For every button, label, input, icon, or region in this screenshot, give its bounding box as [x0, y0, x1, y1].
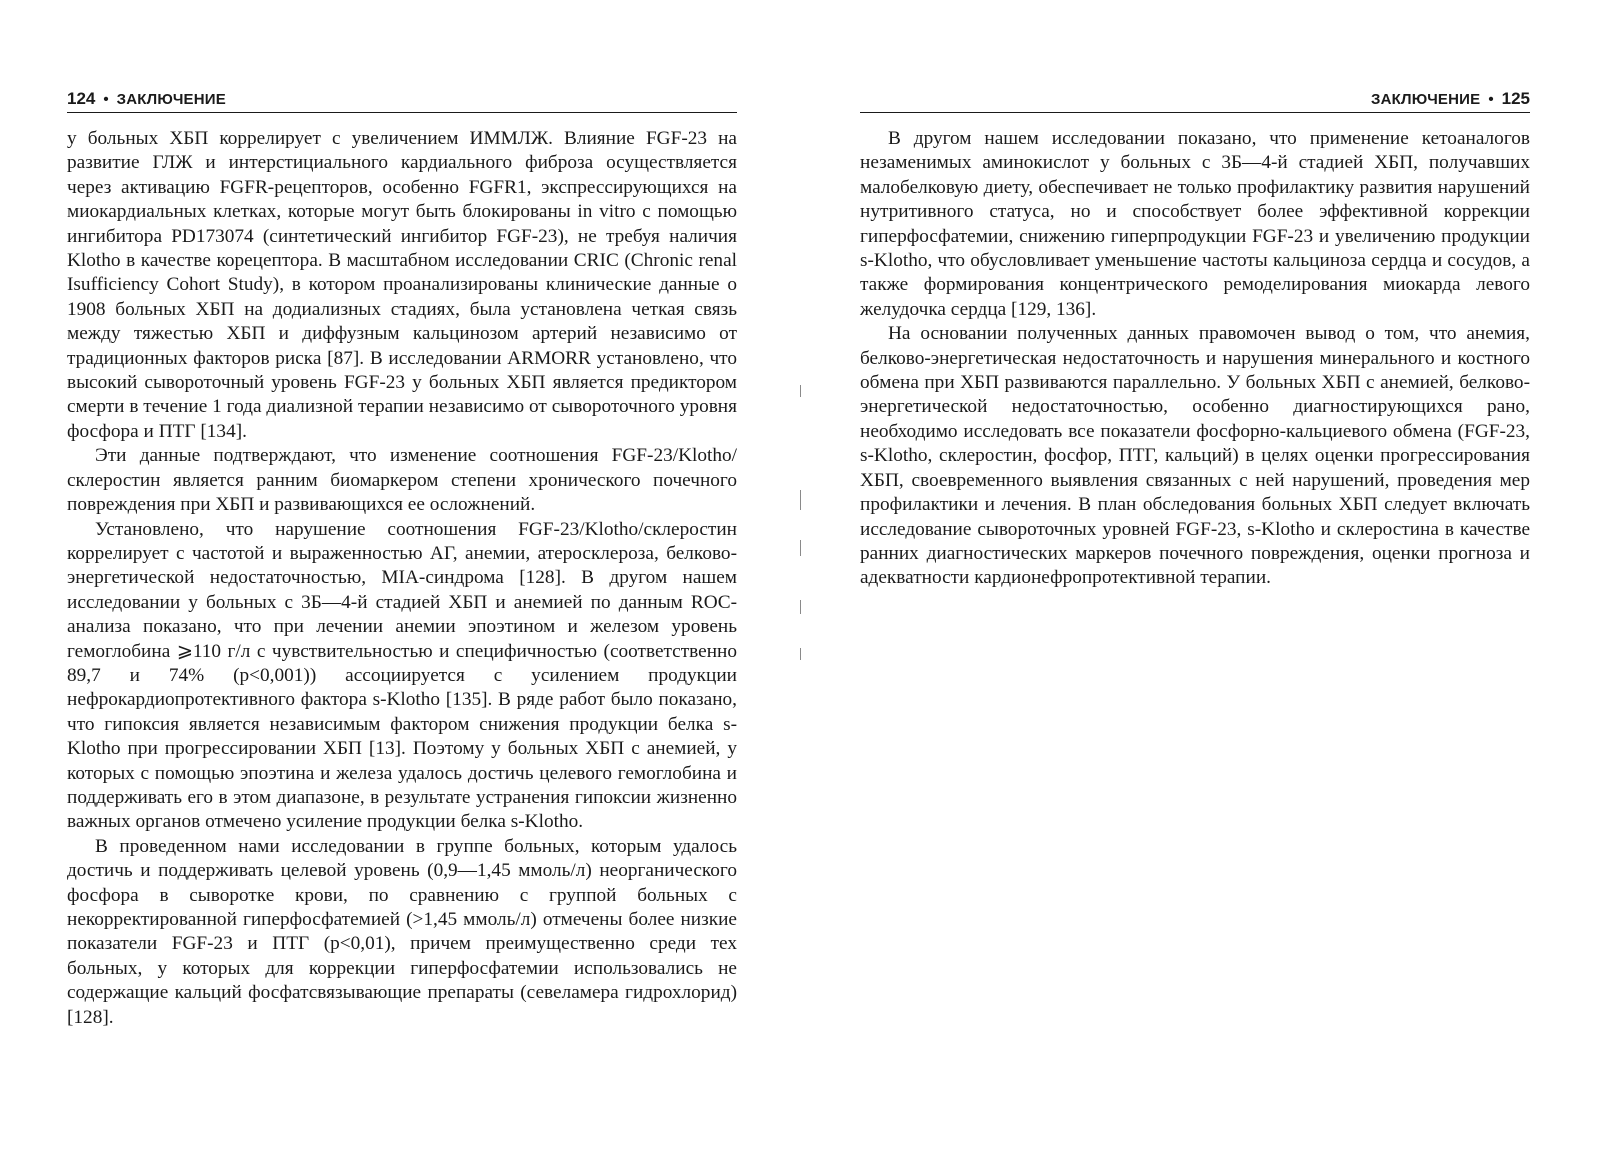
left-paragraph-2: Эти данные подтверждают, что изменение соотношения FGF-23/Klotho/склеростин является ранним биомаркером степени хронического почечного повреждения при ХБП и развивающихся ее осложнений.: [67, 445, 737, 516]
right-header-bullet: •: [1488, 91, 1494, 108]
left-header-bullet: •: [103, 91, 109, 108]
gutter-mark: [800, 385, 801, 397]
left-page: [67, 0, 737, 1158]
right-section-title: ЗАКЛЮЧЕНИЕ: [1371, 91, 1481, 108]
left-page-number: 124: [67, 89, 96, 108]
left-section-title: ЗАКЛЮЧЕНИЕ: [116, 91, 226, 108]
right-paragraph-2: На основании полученных данных правомочен вывод о том, что анемия, белково-энергетическая недостаточность и нарушения минерального и костного обмена при ХБП развиваются параллельно. У больных ХБП с анемией, белково-энергетической недостаточностью, особенно диагностирующихся рано, необходимо исследовать все показатели фосфорно-кальциевого обмена (FGF-23, s-Klotho, склеростин, фосфор, ПТГ, кальций) в целях оценки прогрессирования ХБП, своевременного выявления связанных с ней нарушений, проведения мер профилактики и лечения. В план обследования больных ХБП следует включать исследование сывороточных уровней FGF-23, s-Klotho и склеростина в качестве ранних диагностических маркеров почечного повреждения, оценки прогноза и адекватности кардионефропротективной терапии.: [860, 323, 1530, 589]
right-paragraph-1: В другом нашем исследовании показано, что применение кетоаналогов незаменимых аминокислот у больных с 3Б—4-й стадией ХБП, получавших малобелковую диету, обеспечивает не только профилактику развития нарушений нутритивного статуса, но и способствует более эффективной коррекции гиперфосфатемии, снижению гиперпродукции FGF-23 и увеличению продукции s-Klotho, что обусловливает уменьшение частоты кальциноза сердца и сосудов, а также формирования концентрического ремоделирования миокарда левого желудочка сердца [129, 136].: [860, 128, 1530, 320]
right-page: [860, 0, 1530, 1158]
left-paragraph-1: у больных ХБП коррелирует с увеличением ИММЛЖ. Влияние FGF-23 на развитие ГЛЖ и интерстициального кардиального фиброза осуществляется через активацию FGFR-рецепторов, особенно FGFR1, экспрессирующихся на миокардиальных клетках, которые могут быть блокированы in vitro с помощью ингибитора PD173074 (синтетический ингибитор FGF-23), не требуя наличия Klotho в качестве корецептора. В масштабном исследовании CRIC (Chronic renal Isufficiency Cohort Study), в котором проанализированы клинические данные о 1908 больных ХБП на додиализных стадиях, была установлена четкая связь между тяжестью ХБП и диффузным кальцинозом артерий независимо от традиционных факторов риска [87]. В исследовании ARMORR установлено, что высокий сывороточный уровень FGF-23 у больных ХБП является предиктором смерти в течение 1 года диализной терапии независимо от сывороточного уровня фосфора и ПТГ [134].: [67, 128, 737, 442]
right-running-head: [860, 88, 1530, 113]
left-body-text: [67, 127, 737, 1030]
gutter-mark: [800, 540, 801, 556]
gutter-mark: [800, 648, 801, 660]
right-page-number: 125: [1501, 89, 1530, 108]
gutter-mark: [800, 600, 801, 614]
left-paragraph-3: Установлено, что нарушение соотношения FGF-23/Klotho/склеростин коррелирует с частотой и выраженностью АГ, анемии, атеросклероза, белково-энергетической недостаточностью, MIA-синдрома [128]. В другом нашем исследовании у больных с 3Б—4-й стадией ХБП и анемией по данным ROC-анализа показано, что при лечении анемии эпоэтином и железом уровень гемоглобина ⩾110 г/л с чувствительностью и специфичностью (соответственно 89,7 и 74% (p<0,001)) ассоциируется с усилением продукции нефрокардиопротективного фактора s-Klotho [135]. В ряде работ было показано, что гипоксия является независимым фактором снижения продукции белка s-Klotho при прогрессировании ХБП [13]. Поэтому у больных ХБП с анемией, у которых с помощью эпоэтина и железа удалось достичь целевого гемоглобина и поддерживать его в этом диапазоне, в результате устранения гипоксии жизненно важных органов отмечено усиление продукции белка s-Klotho.: [67, 518, 737, 833]
left-paragraph-4: В проведенном нами исследовании в группе больных, которым удалось достичь и поддерживать целевой уровень (0,9—1,45 ммоль/л) неорганического фосфора в сыворотке крови, по сравнению с группой больных с некорректированной гиперфосфатемией (>1,45 ммоль/л) отмечены более низкие показатели FGF-23 и ПТГ (p<0,01), причем преимущественно среди тех больных, у которых для коррекции гиперфосфатемии использовались не содержащие кальций фосфатсвязывающие препараты (севеламера гидрохлорид) [128].: [67, 835, 737, 1028]
right-body-text: [860, 127, 1530, 591]
left-running-head: [67, 88, 737, 113]
gutter-mark: [800, 490, 801, 510]
